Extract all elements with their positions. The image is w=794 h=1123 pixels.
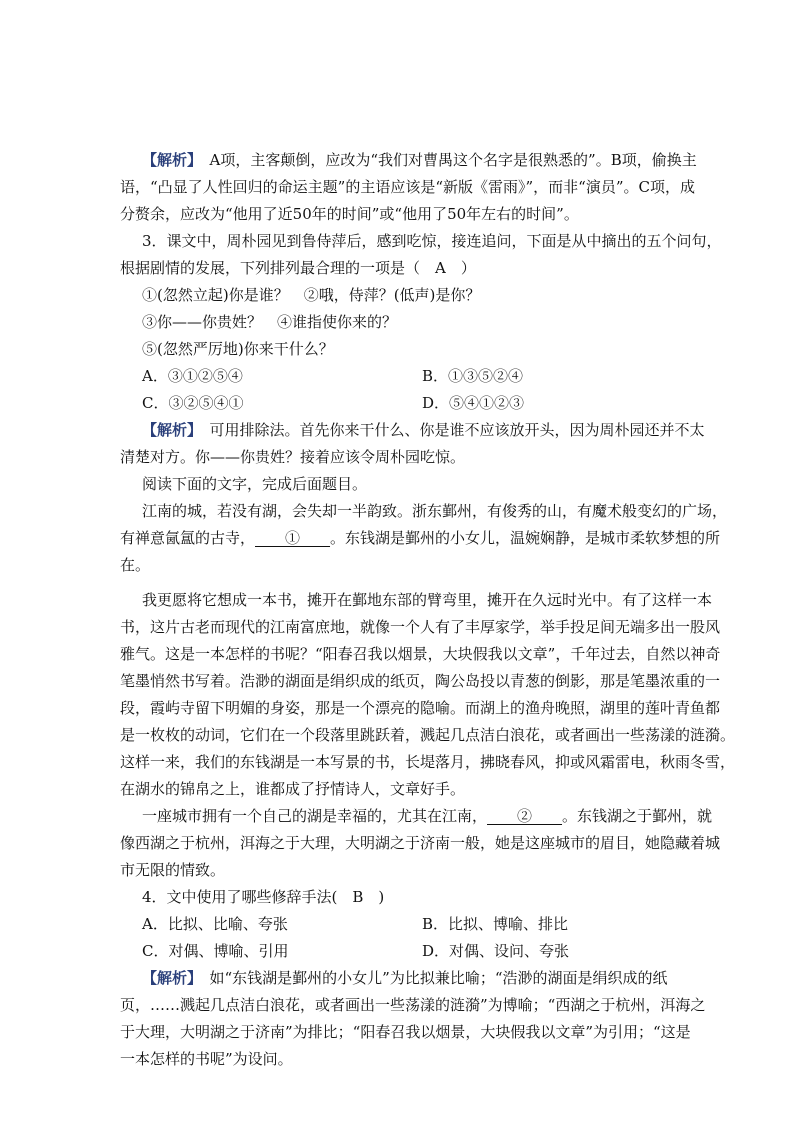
passage-line: 在湖水的锦帛之上，谁都成了抒情诗人，文章好手。: [120, 780, 466, 798]
choice-row: [142, 366, 702, 386]
passage-line: 我更愿将它想成一本书，摊开在鄞地东部的臂弯里，摊开在久远时光中。有了这样一本: [142, 591, 713, 609]
choice-a: A．比拟、比喻、夸张: [142, 915, 288, 933]
reading-instruction: 阅读下面的文字，完成后面题目。: [142, 475, 368, 493]
passage-line: 段，霞屿寺留下明媚的身姿，那是一个漂亮的隐喻。而湖上的渔舟晚照，湖里的莲叶青鱼都: [120, 699, 721, 717]
passage-line: 是一枚枚的动词，它们在一个段落里跳跃着，溅起几点洁白浪花，或者画出一些荡漾的涟漪。: [120, 726, 736, 744]
choice-c: C．对偶、博喻、引用: [142, 942, 289, 960]
text-line: 于大理，大明湖之于济南”为排比；“阳春召我以烟景，大块假我以文章”为引用；“这是: [120, 1023, 691, 1041]
text-line: 一本怎样的书呢”为设问。: [120, 1050, 293, 1068]
text-line: 语，“凸显了人性回归的命运主题”的主语应该是“新版《雷雨》”，而非“演员”。C项，成: [120, 178, 695, 196]
passage-line: 市无限的情致。: [120, 861, 226, 879]
analysis-tag: 【解析】: [142, 421, 195, 439]
text-line: 根据剧情的发展，下列排列最合理的一项是（ A ）: [120, 259, 476, 277]
passage-line: 一座城市拥有一个自己的湖是幸福的，尤其在江南， ② 。东钱湖之于鄞州，就: [142, 807, 713, 825]
choice-c: C．③②⑤④①: [142, 394, 244, 412]
passage-line: 书，这片古老而现代的江南富庶地，就像一个人有了丰厚家学，举手投足间无端多出一股风: [120, 618, 721, 636]
question-option-line: ③你——你贵姓？ ④谁指使你来的？: [142, 313, 398, 331]
choice-d: D．对偶、设问、夸张: [422, 942, 570, 960]
analysis-tag: 【解析】: [142, 969, 195, 987]
question-4-stem: 4．文中使用了哪些修辞手法( B ): [142, 888, 385, 906]
choice-row: [142, 914, 702, 934]
choice-d: D．⑤④①②③: [422, 394, 525, 412]
choice-a: A．③①②⑤④: [142, 367, 243, 385]
text-line: 页，……溅起几点洁白浪花，或者画出一些荡漾的涟漪”为博喻；“西湖之于杭州，洱海之: [120, 996, 706, 1014]
passage-line: 江南的城，若没有湖，会失却一半韵致。浙东鄞州，有俊秀的山，有魔术般变幻的广场，: [142, 502, 728, 520]
analysis-3-line: 【解析】 如“东钱湖是鄞州的小女儿”为比拟兼比喻；“浩渺的湖面是绢织成的纸: [142, 969, 668, 987]
passage-line: 在。: [120, 556, 151, 574]
choice-b: B．①③⑤②④: [422, 367, 524, 385]
passage-line: 有禅意氤氲的古寺， ① 。东钱湖是鄞州的小女儿，温婉娴静，是城市柔软梦想的所: [120, 529, 721, 547]
analysis-1-line: 【解析】 A项，主客颠倒，应改为“我们对曹禺这个名字是很熟悉的”。B项，偷换主: [142, 151, 697, 169]
analysis-tag: 【解析】: [142, 151, 195, 169]
passage-line: 这样一来，我们的东钱湖是一本写景的书，长堤落月，拂晓春风，抑或风霜雷电，秋雨冬雪，: [120, 753, 736, 771]
question-3-stem: 3．课文中，周朴园见到鲁侍萍后，感到吃惊，接连追问，下面是从中摘出的五个问句，: [142, 232, 722, 250]
analysis-2-line: 【解析】 可用排除法。首先你来干什么、你是谁不应该放开头，因为周朴园还并不太: [142, 421, 705, 439]
choice-row: [142, 393, 702, 413]
question-option-line: ⑤(忽然严厉地)你来干什么？: [142, 340, 334, 358]
text-line: 清楚对方。你——你贵姓？接着应该令周朴园吃惊。: [120, 448, 466, 466]
passage-line: 雅气。这是一本怎样的书呢？“阳春召我以烟景，大块假我以文章”，千年过去，自然以神奇: [120, 645, 721, 663]
blank-1: ①: [255, 529, 331, 547]
choice-b: B．比拟、博喻、排比: [422, 915, 569, 933]
passage-line: 笔墨悄然书写着。浩渺的湖面是绢织成的纸页，陶公岛投以青葱的倒影，那是笔墨浓重的一: [120, 672, 721, 690]
choice-row: [142, 941, 702, 961]
passage-line: 像西湖之于杭州，洱海之于大理，大明湖之于济南一般，她是这座城市的眉目，她隐藏着城: [120, 834, 721, 852]
blank-2: ②: [487, 807, 563, 825]
text-line: 分赘余，应改为“他用了近50年的时间”或“他用了50年左右的时间”。: [120, 205, 579, 223]
question-option-line: ①(忽然立起)你是谁？ ②哦，侍萍？(低声)是你？: [142, 286, 481, 304]
